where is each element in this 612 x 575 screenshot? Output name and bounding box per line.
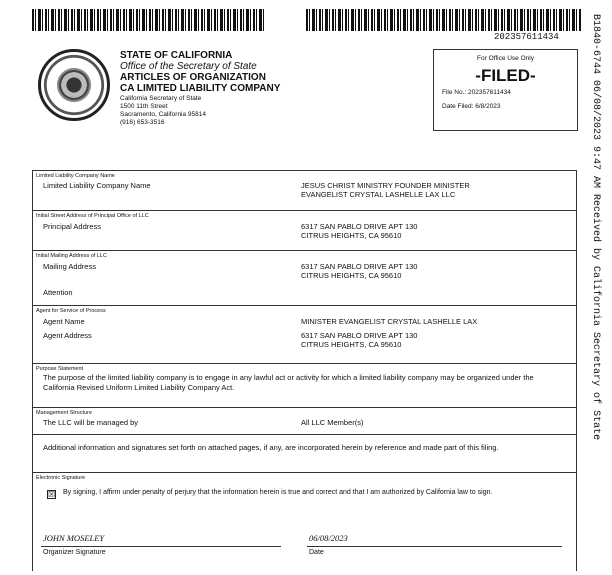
organizer-signature: JOHN MOSELEY [43, 533, 105, 543]
addr-line: 1500 11th Street [120, 103, 168, 110]
section-principal-address [33, 211, 576, 251]
date-filed: Date Filed: 6/8/2023 [442, 103, 501, 110]
field-key: The LLC will be managed by [43, 418, 139, 427]
agent-name-key: Agent Name [43, 317, 85, 326]
received-stamp [590, 14, 607, 514]
field-key: Limited Liability Company Name [43, 181, 151, 190]
date-line [307, 546, 562, 547]
address-line2: CITRUS HEIGHTS, CA 95610 [301, 340, 402, 349]
affirm-checkbox[interactable]: ☒ [48, 490, 56, 499]
management-value: All LLC Member(s) [301, 418, 364, 427]
address-line1: 6317 SAN PABLO DRIVE APT 130 [301, 262, 418, 271]
document-subtitle: CA LIMITED LIABILITY COMPANY [120, 83, 281, 94]
section-additional-info [33, 435, 576, 473]
signature-date: 06/08/2023 [309, 533, 348, 543]
form-body [32, 170, 577, 571]
office-use-box [433, 49, 578, 131]
section-purpose [33, 364, 576, 408]
section-llc-name [33, 171, 576, 211]
address-line2: CITRUS HEIGHTS, CA 95610 [301, 271, 402, 280]
section-mailing-address [33, 251, 576, 306]
section-label: Initial Mailing Address of LLC [36, 253, 107, 259]
field-value [301, 262, 576, 280]
section-label: Limited Liability Company Name [36, 173, 115, 179]
barcode-left [32, 9, 264, 31]
agent-address-value [301, 331, 576, 349]
state-seal-icon [38, 49, 110, 121]
section-label: Electronic Signature [36, 475, 86, 481]
office-address [120, 95, 370, 127]
section-management [33, 408, 576, 435]
section-electronic-signature [33, 473, 576, 571]
barcode-right [306, 9, 582, 31]
llc-name-line2: EVANGELIST CRYSTAL LASHELLE LAX LLC [301, 190, 456, 199]
received-stamp-text: B1840-6744 06/08/2023 9:47 AM Received by California Secretary of State [590, 14, 601, 441]
agent-name-value: MINISTER EVANGELIST CRYSTAL LASHELLE LAX [301, 317, 478, 326]
signature-line [41, 546, 281, 547]
address-line1: 6317 SAN PABLO DRIVE APT 130 [301, 222, 418, 231]
section-agent [33, 306, 576, 364]
affirmation-text: By signing, I affirm under penalty of perjury that the information herein is true and correct and that I am authorized by California law to sign. [63, 489, 493, 496]
additional-info-text: Additional information and signatures set forth on attached pages, if any, are incorporated herein by reference and made part of this filing. [43, 443, 499, 452]
section-label: Management Structure [36, 410, 92, 416]
state-name: STATE OF CALIFORNIA [120, 50, 233, 61]
field-value [301, 222, 576, 240]
signature-label: Organizer Signature [43, 549, 106, 556]
field-value [301, 181, 576, 199]
addr-line: California Secretary of State [120, 95, 202, 102]
field-key: Mailing Address [43, 262, 96, 271]
office-use-label: For Office Use Only [477, 55, 534, 62]
addr-line: Sacramento, California 95814 [120, 111, 206, 118]
date-label: Date [309, 549, 324, 556]
llc-name-line1: JESUS CHRIST MINISTRY FOUNDER MINISTER [301, 181, 470, 190]
agent-address-key: Agent Address [43, 331, 92, 340]
address-line2: CITRUS HEIGHTS, CA 95610 [301, 231, 402, 240]
barcode-number: 202357611434 [494, 32, 559, 42]
section-label: Purpose Statement [36, 366, 84, 372]
attention-key: Attention [43, 288, 73, 297]
document-header [120, 50, 370, 127]
file-number: File No.: 202357611434 [442, 89, 511, 96]
filed-stamp: -FILED- [475, 66, 536, 85]
section-label: Initial Street Address of Principal Office of LLC [36, 213, 149, 219]
document-title: ARTICLES OF ORGANIZATION [120, 72, 266, 83]
purpose-text: The purpose of the limited liability company is to engage in any lawful act or activity for which a limited liability company may be organized under the California Revised Uniform Limited Liability Company Act. [43, 373, 534, 392]
address-line1: 6317 SAN PABLO DRIVE APT 130 [301, 331, 418, 340]
field-key: Principal Address [43, 222, 101, 231]
addr-phone: (916) 653-3516 [120, 119, 165, 126]
section-label: Agent for Service of Process [36, 308, 106, 314]
office-name: Office of the Secretary of State [120, 61, 257, 72]
